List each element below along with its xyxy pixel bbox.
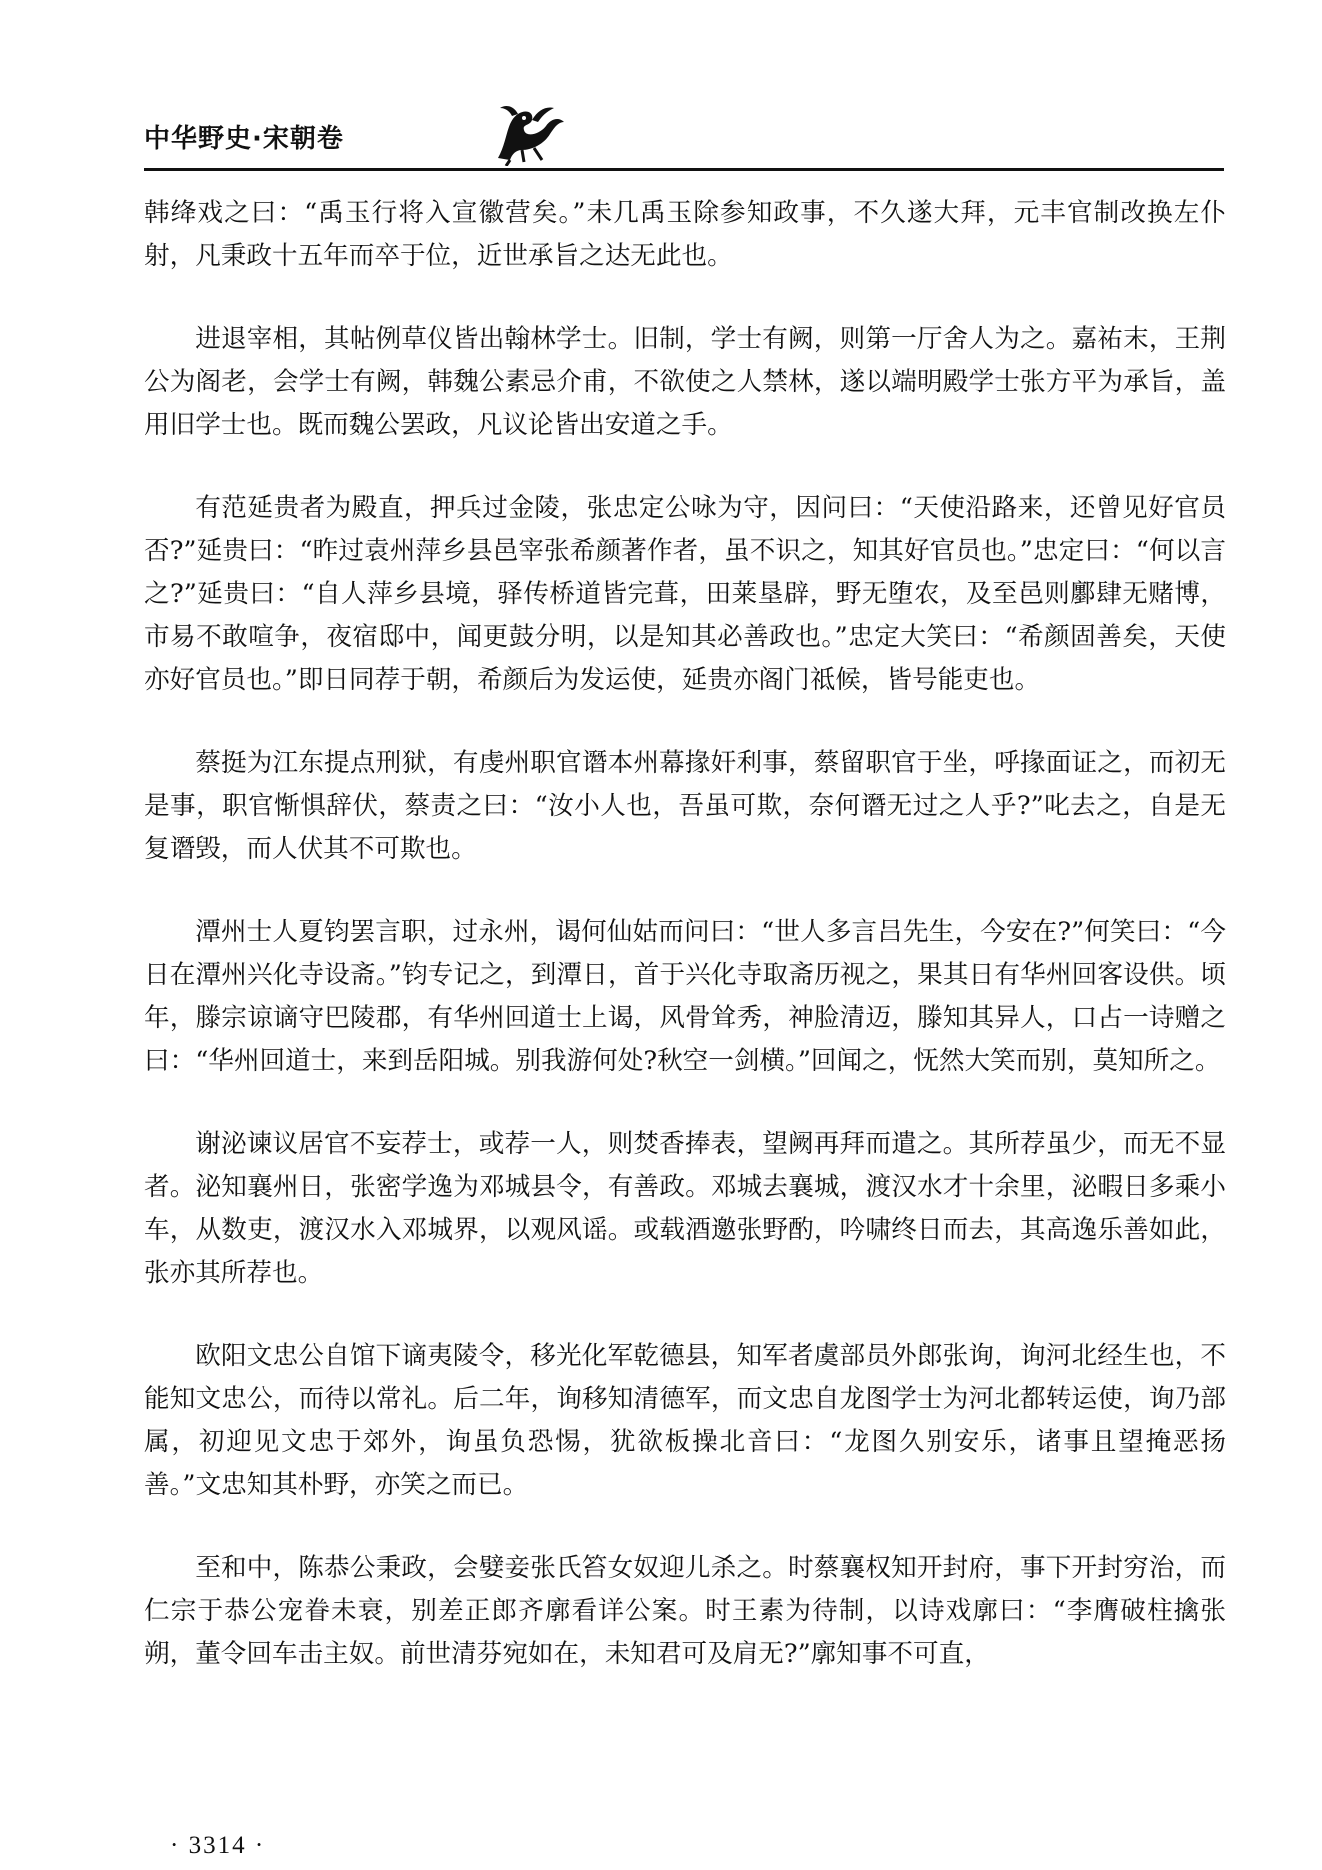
paragraph: 韩绛戏之曰：“禹玉行将入宣徽营矣。”未几禹玉除参知政事，不久遂大拜，元丰官制改换左仆射，凡秉政十五年而卒于位，近世承旨之达无此也。 [144, 198, 1226, 271]
paragraph: 蔡挺为江东提点刑狱，有虔州职官谮本州幕掾奸利事，蔡留职官于坐，呼掾面证之，而初无是事，职官惭惧辞伏，蔡责之曰：“汝小人也，吾虽可欺，奈何谮无过之人乎?”叱去之，自是无复谮毁，而人伏其不可欺也。 [144, 748, 1226, 864]
page-body [144, 192, 1226, 1676]
header-rule [144, 168, 1224, 171]
paragraph: 欧阳文忠公自馆下谪夷陵令，移光化军乾德县，知军者虞部员外郎张询，询河北经生也，不能知文忠公，而待以常礼。后二年，询移知清德军，而文忠自龙图学士为河北都转运使，询乃部属，初迎见文忠于郊外，询虽负恐惕，犹欲板操北音曰：“龙图久别安乐，诸事且望掩恶扬善。”文忠知其朴野，亦笑之而已。 [144, 1341, 1226, 1500]
book-title: 中华野史·宋朝卷 [144, 124, 344, 154]
paragraph: 至和中，陈恭公秉政，会嬖妾张氏笞女奴迎儿杀之。时蔡襄权知开封府，事下开封穷治，而仁宗于恭公宠眷未衰，别差正郎齐廓看详公案。时王素为待制，以诗戏廓曰：“李膺破柱擒张朔，董令回车击主奴。前世清芬宛如在，未知君可及肩无?”廓知事不可直， [144, 1553, 1226, 1669]
paragraph: 潭州士人夏钧罢言职，过永州，谒何仙姑而问曰：“世人多言吕先生，今安在?”何笑曰：“今日在潭州兴化寺设斋。”钧专记之，到潭日，首于兴化寺取斋历视之，果其日有华州回客设供。顷年，滕宗谅谪守巴陵郡，有华州回道士上谒，风骨耸秀，神脸清迈，滕知其异人，口占一诗赠之曰：“华州回道士，来到岳阳城。别我游何处?秋空一剑横。”回闻之，怃然大笑而别，莫知所之。 [144, 917, 1226, 1076]
paragraph: 谢泌谏议居官不妄荐士，或荐一人，则焚香捧表，望阙再拜而遣之。其所荐虽少，而无不显者。泌知襄州日，张密学逸为邓城县令，有善政。邓城去襄城，渡汉水才十余里，泌暇日多乘小车，从数吏，渡汉水入邓城界，以观风谣。或载酒邀张野酌，吟啸终日而去，其高逸乐善如此，张亦其所荐也。 [144, 1129, 1226, 1288]
running-header [144, 100, 1224, 180]
dragon-emblem-icon [488, 100, 570, 166]
paragraph: 有范延贵者为殿直，押兵过金陵，张忠定公咏为守，因问曰：“天使沿路来，还曾见好官员否?”延贵曰：“昨过袁州萍乡县邑宰张希颜著作者，虽不识之，知其好官员也。”忠定曰：“何以言之?”延贵曰：“自人萍乡县境，驿传桥道皆完葺，田莱垦辟，野无堕农，及至邑则鄽肆无赌博，市易不敢喧争，夜宿邸中，闻更鼓分明，以是知其必善政也。”忠定大笑曰：“希颜固善矣，天使亦好官员也。”即日同荐于朝，希颜后为发运使，延贵亦阁门祗候，皆号能吏也。 [144, 493, 1226, 695]
paragraph: 进退宰相，其帖例草仪皆出翰林学士。旧制，学士有阙，则第一厅舍人为之。嘉祐末，王荆公为阁老，会学士有阙，韩魏公素忌介甫，不欲使之人禁林，遂以端明殿学士张方平为承旨，盖用旧学士也。既而魏公罢政，凡议论皆出安道之手。 [144, 324, 1226, 440]
page-number: · 3314 · [170, 1832, 266, 1859]
